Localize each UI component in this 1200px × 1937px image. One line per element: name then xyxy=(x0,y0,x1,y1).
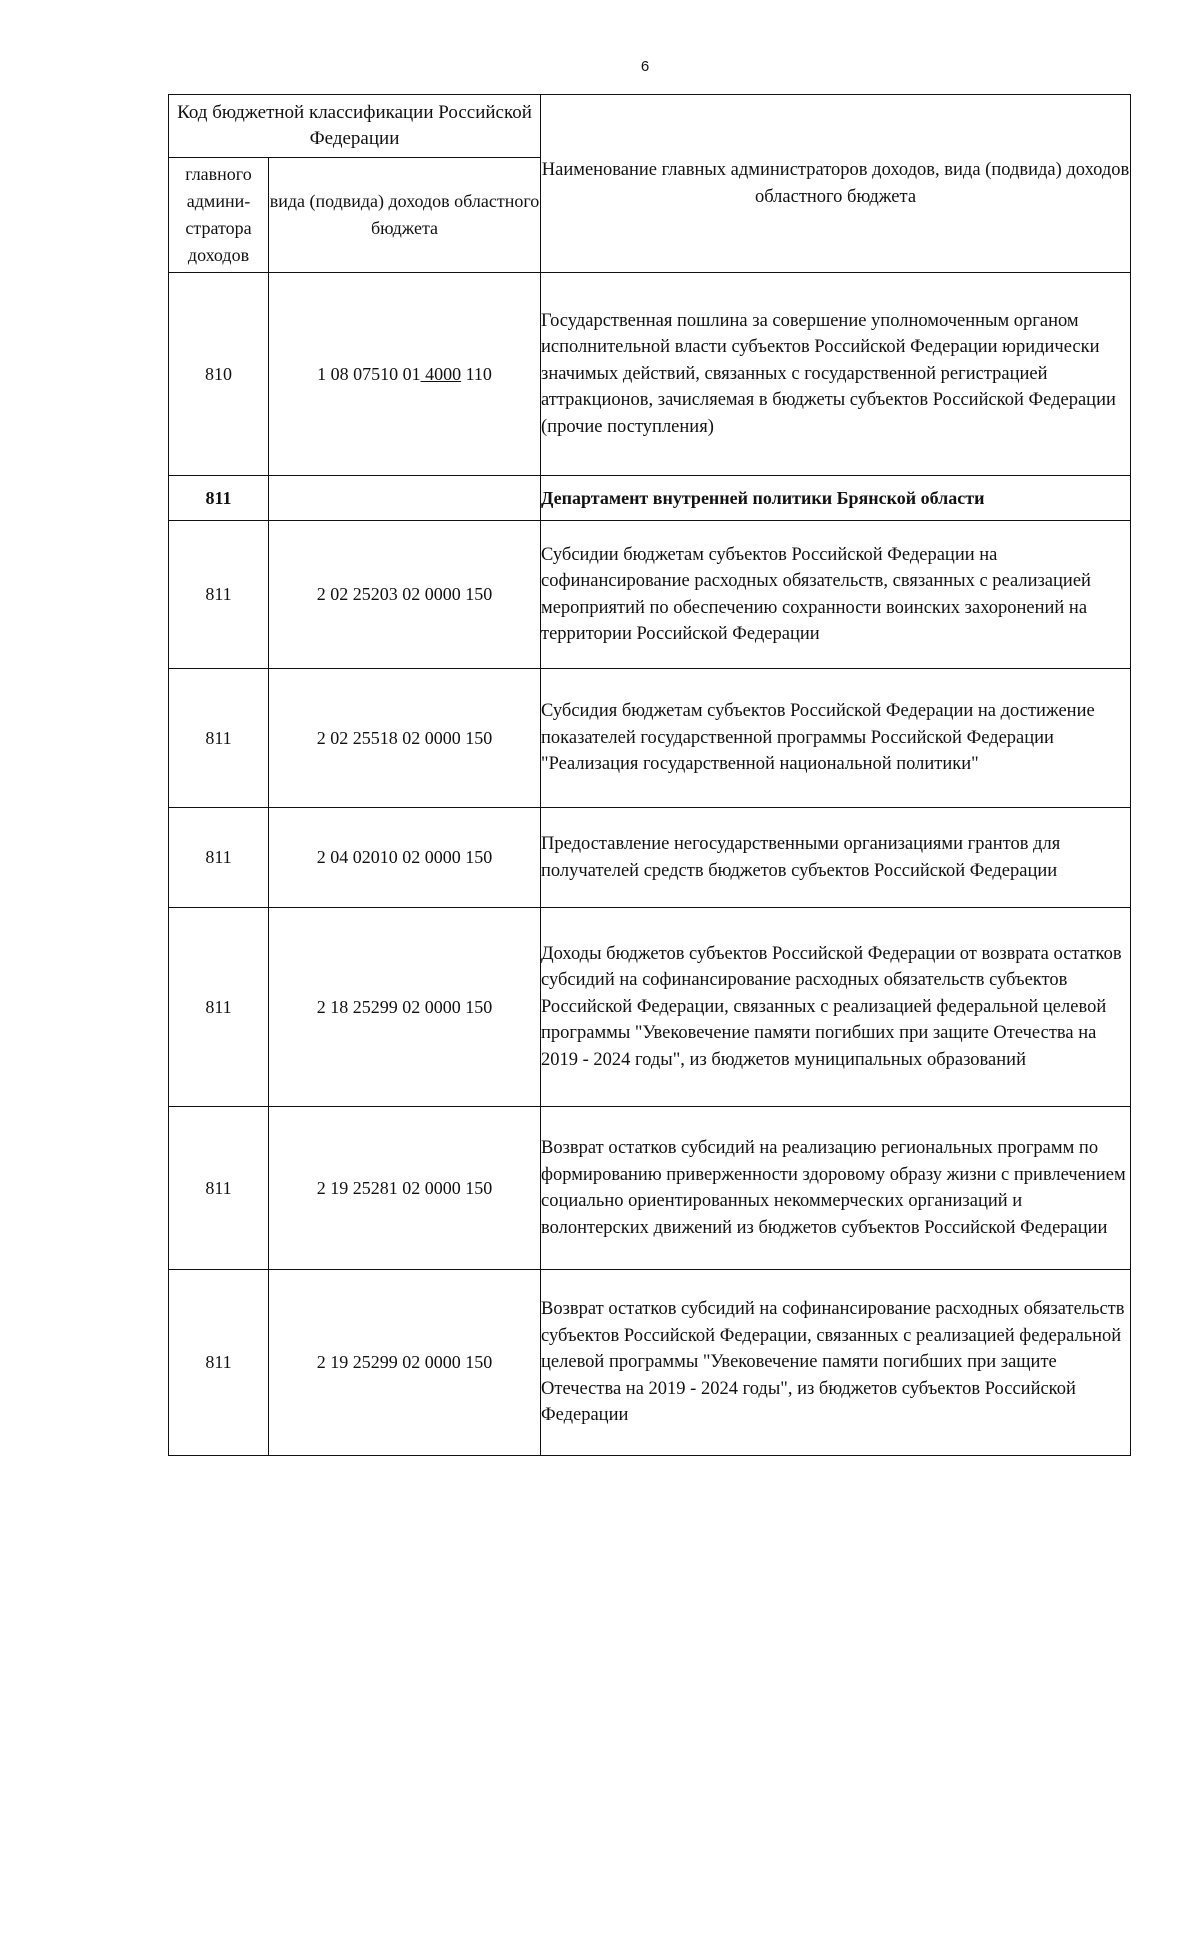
header-row-top xyxy=(169,95,1131,158)
admin-code: 811 xyxy=(169,908,269,1107)
table-row xyxy=(169,1270,1131,1456)
income-code: 2 18 25299 02 0000 150 xyxy=(269,908,541,1107)
income-code xyxy=(269,273,541,476)
income-code-part: 1 08 07510 01 xyxy=(317,363,421,384)
admin-code: 811 xyxy=(169,476,269,521)
income-description: Субсидии бюджетам субъектов Российской Федерации на софинансирование расходных обязательств, связанных с реализацией мероприятий по обеспечению сохранности воинских захоронений на территории Российской Федерации xyxy=(541,521,1131,669)
admin-code: 811 xyxy=(169,808,269,908)
income-description: Субсидия бюджетам субъектов Российской Федерации на достижение показателей государственной программы Российской Федерации "Реализация государственной национальной политики" xyxy=(541,669,1131,808)
income-description: Предоставление негосударственными организациями грантов для получателей средств бюджетов субъектов Российской Федерации xyxy=(541,808,1131,908)
income-description: Доходы бюджетов субъектов Российской Федерации от возврата остатков субсидий на софинансирование расходных обязательств субъектов Российской Федерации, связанных с реализацией федеральной целевой программы "Увековечение памяти погибших при защите Отечества на 2019 - 2024 годы", из бюджетов муниципальных образований xyxy=(541,908,1131,1107)
department-row xyxy=(169,476,1131,521)
income-code: 2 19 25299 02 0000 150 xyxy=(269,1270,541,1456)
admin-code: 811 xyxy=(169,669,269,808)
income-description: Возврат остатков субсидий на реализацию региональных программ по формированию приверженности здоровому образу жизни с привлечением социально ориентированных некоммерческих организаций и волонтерских движений из бюджетов субъектов Российской Федерации xyxy=(541,1107,1131,1270)
table-row xyxy=(169,908,1131,1107)
admin-code: 810 xyxy=(169,273,269,476)
header-name-column: Наименование главных администраторов доходов, вида (подвида) доходов областного бюджета xyxy=(541,95,1131,273)
table-row xyxy=(169,521,1131,669)
income-code: 2 19 25281 02 0000 150 xyxy=(269,1107,541,1270)
header-code-column: вида (подвида) доходов областного бюджета xyxy=(269,158,541,273)
admin-code: 811 xyxy=(169,521,269,669)
income-code: 2 02 25203 02 0000 150 xyxy=(269,521,541,669)
income-code-empty xyxy=(269,476,541,521)
income-description: Возврат остатков субсидий на софинансирование расходных обязательств субъектов Российской Федерации, связанных с реализацией федеральной целевой программы "Увековечение памяти погибших при защите Отечества на 2019 - 2024 годы", из бюджетов субъектов Российской Федерации xyxy=(541,1270,1131,1456)
table-row xyxy=(169,273,1131,476)
header-admin-column: главного админи- стратора доходов xyxy=(169,158,269,273)
table-row xyxy=(169,808,1131,908)
budget-classification-table xyxy=(168,94,1131,1456)
header-group-title: Код бюджетной классификации Российской Федерации xyxy=(169,95,541,158)
income-code-part: 110 xyxy=(461,363,492,384)
admin-code: 811 xyxy=(169,1270,269,1456)
income-description: Государственная пошлина за совершение уполномоченным органом исполнительной власти субъектов Российской Федерации юридически значимых действий, связанных с государственной регистрацией аттракционов, зачисляемая в бюджеты субъектов Российской Федерации (прочие поступления) xyxy=(541,273,1131,476)
department-name: Департамент внутренней политики Брянской области xyxy=(541,476,1131,521)
income-code-underlined: 4000 xyxy=(420,363,462,384)
income-code: 2 04 02010 02 0000 150 xyxy=(269,808,541,908)
table-row xyxy=(169,669,1131,808)
page-number: 6 xyxy=(640,58,650,75)
table-row xyxy=(169,1107,1131,1270)
admin-code: 811 xyxy=(169,1107,269,1270)
income-code: 2 02 25518 02 0000 150 xyxy=(269,669,541,808)
